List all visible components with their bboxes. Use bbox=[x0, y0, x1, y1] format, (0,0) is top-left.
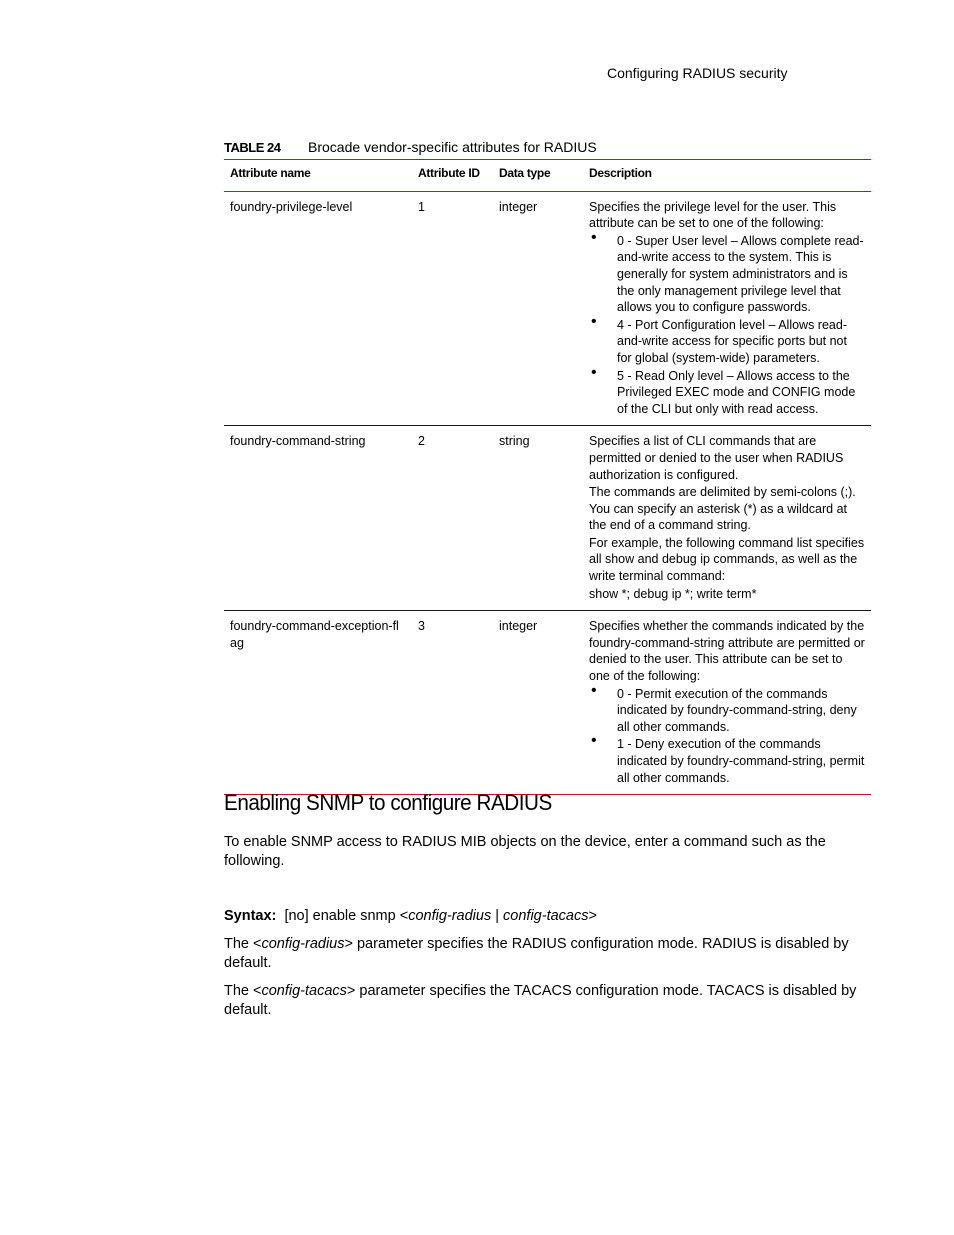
paragraph-text: The < bbox=[224, 983, 262, 999]
section-heading: Enabling SNMP to configure RADIUS bbox=[224, 790, 552, 815]
description-text: For example, the following command list specifies all show and debug ip commands, as well as the write terminal command: bbox=[589, 535, 865, 584]
description-text: Specifies the privilege level for the user. This attribute can be set to one of the following: bbox=[589, 199, 837, 231]
table-row bbox=[224, 611, 871, 795]
attribute-name-cell: foundry-command-string bbox=[224, 426, 412, 611]
section-intro: To enable SNMP access to RADIUS MIB objects on the device, enter a command such as the following. bbox=[224, 834, 826, 869]
paragraph-text: > parameter specifies the TACACS configuration mode. TACACS is disabled by default. bbox=[224, 983, 857, 1018]
list-item bbox=[617, 317, 865, 367]
syntax-separator: | bbox=[491, 908, 504, 924]
attribute-name-cell: foundry-command-exception-fl ag bbox=[224, 611, 412, 795]
syntax-bracket-close: > bbox=[588, 908, 597, 924]
list-item bbox=[617, 686, 865, 736]
table-number: TABLE 24 bbox=[224, 140, 281, 155]
bullet-list bbox=[589, 233, 865, 418]
paragraph-config-tacacs bbox=[224, 982, 864, 1020]
table-row bbox=[224, 191, 871, 426]
table-title: Brocade vendor-specific attributes for RADIUS bbox=[308, 139, 597, 155]
syntax-param-tacacs: config-tacacs bbox=[503, 908, 589, 924]
syntax-command: enable snmp bbox=[312, 908, 396, 924]
column-header-data-type: Data type bbox=[493, 160, 583, 192]
syntax-label: Syntax: bbox=[224, 908, 277, 924]
description-cell bbox=[583, 191, 871, 426]
data-type-cell: integer bbox=[493, 191, 583, 426]
attribute-id-cell: 2 bbox=[412, 426, 493, 611]
bullet-list bbox=[589, 686, 865, 787]
parameter-name: config-radius bbox=[261, 936, 345, 952]
paragraph-text: > parameter specifies the RADIUS configuration mode. RADIUS is disabled by default. bbox=[224, 936, 849, 971]
level-value: 5 bbox=[617, 368, 624, 383]
description-text: The commands are delimited by semi-colons (;). You can specify an asterisk (*) as a wildcard at the end of a command string. bbox=[589, 485, 856, 533]
level-value: 4 bbox=[617, 317, 624, 332]
level-value: 0 bbox=[617, 233, 624, 248]
running-header: Configuring RADIUS security bbox=[607, 65, 788, 81]
paragraph-config-radius bbox=[224, 935, 864, 973]
syntax-optional: [no] bbox=[284, 908, 309, 924]
list-item bbox=[617, 233, 865, 316]
column-header-attribute-id: Attribute ID bbox=[412, 160, 493, 192]
level-description: - Port Configuration level – Allows read-and-write access for specific ports but not for global (system-wide) parameters. bbox=[617, 317, 847, 365]
parameter-name: config-tacacs bbox=[261, 983, 347, 999]
syntax-bracket-open: < bbox=[399, 908, 409, 924]
attribute-id-cell: 3 bbox=[412, 611, 493, 795]
description-cell bbox=[583, 611, 871, 795]
flag-description: - Permit execution of the commands indicated by foundry-command-string, deny all other commands. bbox=[617, 686, 857, 734]
attribute-name-cell: foundry-privilege-level bbox=[224, 191, 412, 426]
command-example: show *; debug ip *; write term* bbox=[589, 586, 757, 601]
attributes-table bbox=[224, 159, 871, 795]
data-type-cell: integer bbox=[493, 611, 583, 795]
description-text: Specifies whether the commands indicated by the foundry-command-string attribute are permitted or denied to the user. This attribute can be set to one of the following: bbox=[589, 619, 865, 684]
table-row bbox=[224, 426, 871, 611]
attribute-id-cell: 1 bbox=[412, 191, 493, 426]
syntax-line bbox=[224, 907, 864, 926]
level-description: - Super User level – Allows complete read-and-write access to the system. This is generally for system administrators and is the only management privilege level that allows you to configure passwords. bbox=[617, 233, 864, 315]
column-header-attribute-name: Attribute name bbox=[224, 160, 412, 192]
flag-value: 1 bbox=[617, 737, 624, 752]
column-header-description: Description bbox=[583, 160, 871, 192]
flag-value: 0 bbox=[617, 686, 624, 701]
flag-description: - Deny execution of the commands indicated by foundry-command-string, permit all other commands. bbox=[617, 737, 865, 785]
description-text: Specifies a list of CLI commands that are permitted or denied to the user when RADIUS authorization is configured. bbox=[589, 434, 844, 482]
table-caption bbox=[224, 139, 597, 155]
level-description: - Read Only level – Allows access to the Privileged EXEC mode and CONFIG mode of the CLI but only with read access. bbox=[617, 368, 856, 416]
list-item bbox=[617, 368, 865, 418]
table-header-row bbox=[224, 160, 871, 192]
list-item bbox=[617, 736, 865, 786]
data-type-cell: string bbox=[493, 426, 583, 611]
description-cell bbox=[583, 426, 871, 611]
syntax-param-radius: config-radius bbox=[408, 908, 492, 924]
paragraph-text: The < bbox=[224, 936, 262, 952]
